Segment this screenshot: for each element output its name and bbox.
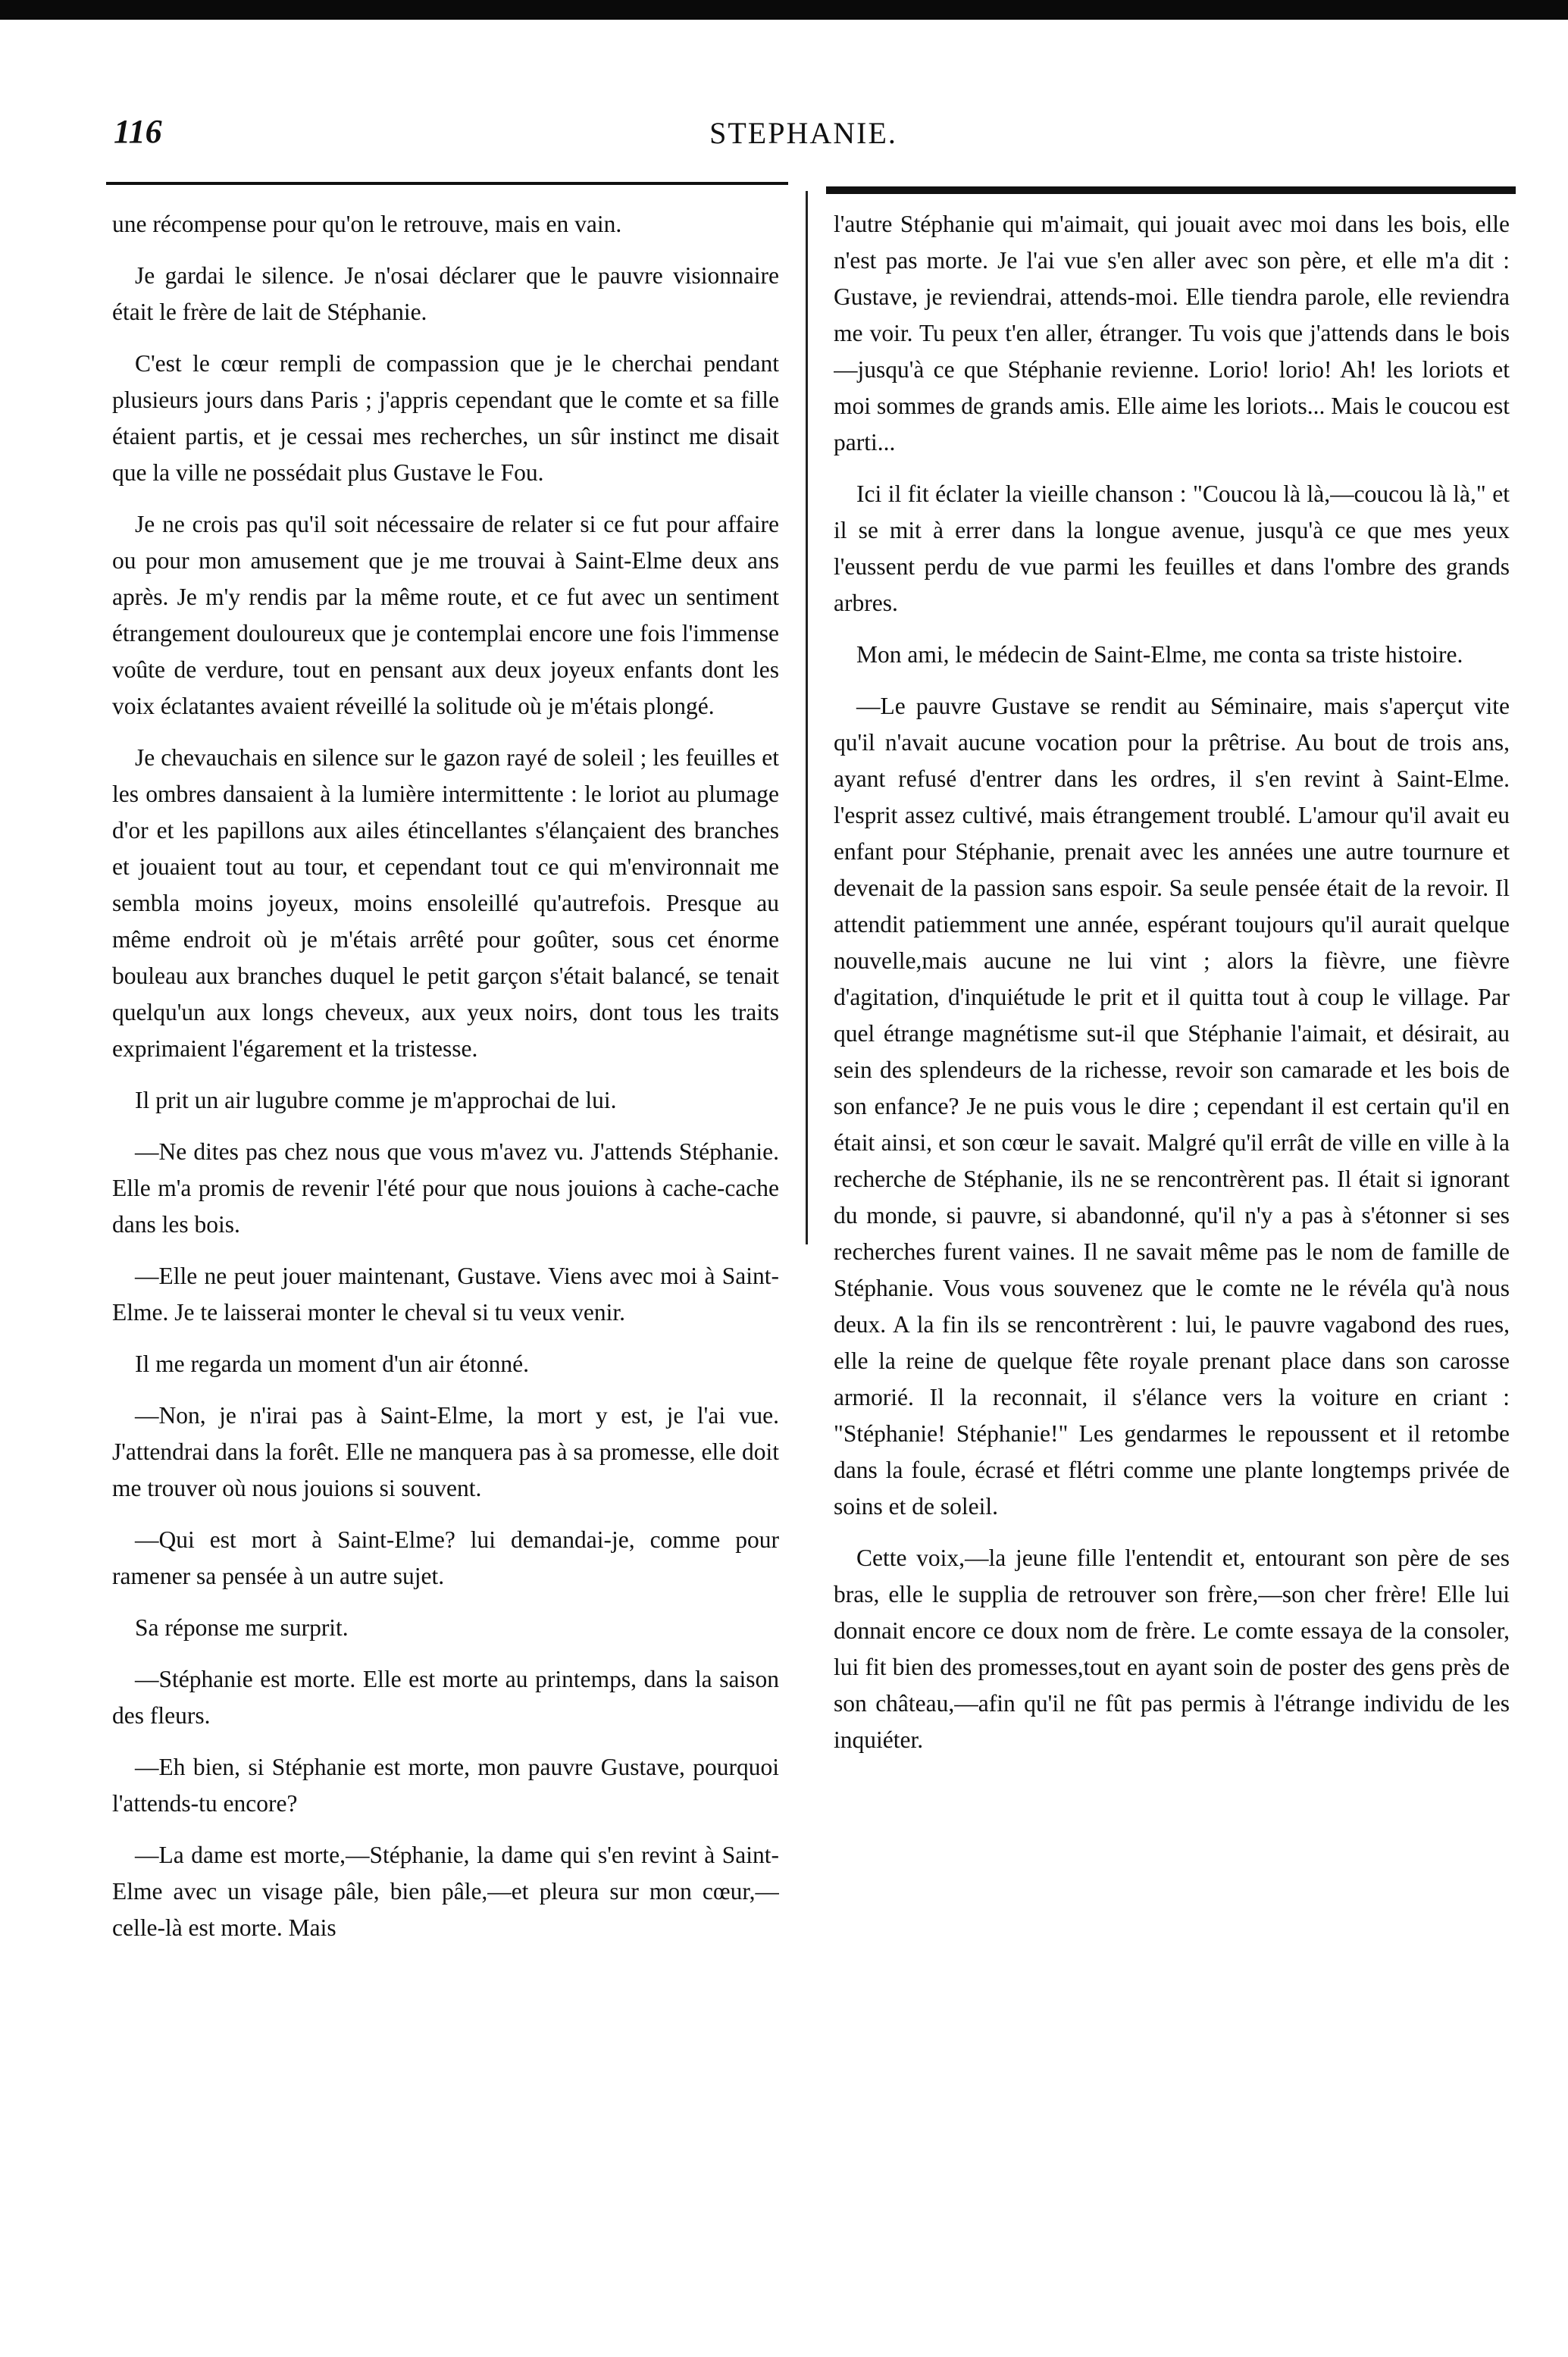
paragraph: —Ne dites pas chez nous que vous m'avez vu. J'attends Stéphanie. Elle m'a promis de revenir l'été pour que nous jouions à cache-cache dans les bois.: [112, 1138, 779, 1238]
paragraph: —Non, je n'irai pas à Saint-Elme, la mort y est, je l'ai vue. J'attendrai dans la forêt. Elle ne manquera pas à sa promesse, elle doit me trouver où nous jouions si souvent.: [112, 1402, 779, 1501]
paragraph: —Le pauvre Gustave se rendit au Séminaire, mais s'aperçut vite qu'il n'avait aucune vocation pour la prêtrise. Au bout de trois ans, ayant refusé d'entrer dans les ordres, il s'en revint à Saint-Elme. l'esprit assez cultivé, mais étrangement troublé. L'amour qu'il avait eu enfant pour Stéphanie, prenait avec les années une autre tournure et devenait de la passion sans espoir. Sa seule pensée était de la revoir. Il attendit patiemment une année, espérant toujours qu'il aurait quelque nouvelle,mais aucune ne lui vint ; alors la fièvre, une fièvre d'agitation, d'inquiétude le prit et il quitta tout à coup le village. Par quel étrange magnétisme sut-il que Stéphanie l'aimait, et désirait, au sein des splendeurs de la richesse, revoir son camarade et les bois de son enfance? Je ne puis vous le dire ; cependant il est certain qu'il en était ainsi, et son cœur le savait. Malgré qu'il errât de ville en ville à la recherche de Stéphanie, ils ne se rencontrèrent pas. Il était si ignorant du monde, si pauvre, si abandonné, qu'il n'y a pas à s'étonner si ses recherches furent vaines. Il ne savait même pas le nom de famille de Stéphanie. Vous vous souvenez que le comte ne le révéla qu'à nous deux. A la fin ils se rencontrèrent : lui, le pauvre vagabond des rues, elle la reine de quelque fête royale prenant place dans son carosse armorié. Il la reconnait, il s'élance vers la voiture en criant : "Stéphanie! Stéphanie!" Les gendarmes le repoussent et il retombe dans la foule, écrasé et flétri comme une plante longtemps privée de soins et de soleil.: [834, 693, 1510, 1520]
header-rule-right: [826, 186, 1516, 194]
column-divider: [806, 191, 808, 1244]
left-column: [112, 206, 779, 2177]
paragraph: Il me regarda un moment d'un air étonné.: [135, 1351, 529, 1377]
right-column: [834, 206, 1510, 2177]
paragraph: Je ne crois pas qu'il soit nécessaire de relater si ce fut pour affaire ou pour mon amusement que je me trouvai à Saint-Elme deux ans après. Je m'y rendis par la même route, et ce fut avec un sentiment étrangement douloureux que je contemplai encore une fois l'immense voûte de verdure, tout en pensant aux deux joyeux enfants dont les voix éclatantes avaient réveillé la solitude où je m'étais plongé.: [112, 511, 779, 719]
paragraph: une récompense pour qu'on le retrouve, mais en vain.: [112, 211, 622, 237]
paragraph: Il prit un air lugubre comme je m'approchai de lui.: [135, 1087, 617, 1113]
paragraph: —La dame est morte,—Stéphanie, la dame qui s'en revint à Saint-Elme avec un visage pâle, bien pâle,—et pleura sur mon cœur,—celle-là est morte. Mais: [112, 1842, 779, 1941]
paragraph: Je chevauchais en silence sur le gazon rayé de soleil ; les feuilles et les ombres dansaient à la lumière intermittente : le loriot au plumage d'or et les papillons aux ailes étincellantes s'élançaient des branches et jouaient tout au tour, et cependant tout ce qui m'environnait me sembla moins joyeux, moins ensoleillé qu'autrefois. Presque au même endroit où je m'étais arrêté pour goûter, sous cet énorme bouleau aux branches duquel le petit garçon s'était balancé, se tenait quelqu'un aux longs cheveux, aux yeux noirs, dont tous les traits exprimaient l'égarement et la tristesse.: [112, 744, 779, 1062]
paragraph: Sa réponse me surprit.: [135, 1614, 349, 1641]
paragraph: —Elle ne peut jouer maintenant, Gustave. Viens avec moi à Saint-Elme. Je te laisserai monter le cheval si tu veux venir.: [112, 1263, 779, 1326]
paragraph: C'est le cœur rempli de compassion que je le cherchai pendant plusieurs jours dans Paris ; j'appris cependant que le comte et sa fille étaient partis, et je cessai mes recherches, un sûr instinct me disait que la ville ne possédait plus Gustave le Fou.: [112, 350, 779, 486]
paragraph: l'autre Stéphanie qui m'aimait, qui jouait avec moi dans les bois, elle n'est pas morte. Je l'ai vue s'en aller avec son père, et elle m'a dit : Gustave, je reviendrai, attends-moi. Elle tiendra parole, elle reviendra me voir. Tu peux t'en aller, étranger. Tu vois que j'attends dans le bois—jusqu'à ce que Stéphanie revienne. Lorio! lorio! Ah! les loriots et moi sommes de grands amis. Elle aime les loriots... Mais le coucou est parti...: [834, 211, 1510, 455]
paragraph: —Stéphanie est morte. Elle est morte au printemps, dans la saison des fleurs.: [112, 1666, 779, 1729]
paragraph: Je gardai le silence. Je n'osai déclarer que le pauvre visionnaire était le frère de lait de Stéphanie.: [112, 262, 779, 325]
page-header: [91, 112, 1516, 165]
paragraph: —Qui est mort à Saint-Elme? lui demandai-je, comme pour ramener sa pensée à un autre sujet.: [112, 1526, 779, 1589]
paragraph: Mon ami, le médecin de Saint-Elme, me conta sa triste histoire.: [856, 641, 1463, 668]
scan-top-band: [0, 0, 1568, 20]
paragraph: —Eh bien, si Stéphanie est morte, mon pauvre Gustave, pourquoi l'attends-tu encore?: [112, 1754, 779, 1817]
paragraph: Ici il fit éclater la vieille chanson : "Coucou là là,—coucou là là," et il se mit à errer dans la longue avenue, jusqu'à ce que mes yeux l'eussent perdu de vue parmi les feuilles et dans l'ombre des grands arbres.: [834, 480, 1510, 616]
page-number: 116: [114, 113, 162, 150]
header-rule-left: [106, 182, 788, 185]
running-title: STEPHANIE.: [709, 116, 897, 150]
paragraph: Cette voix,—la jeune fille l'entendit et, entourant son père de ses bras, elle le supplia de retrouver son frère,—son cher frère! Elle lui donnait encore ce doux nom de frère. Le comte essaya de la consoler, lui fit bien des promesses,tout en ayant soin de poster des gens près de son château,—afin qu'il ne fût pas permis à l'étrange individu de les inquiéter.: [834, 1545, 1510, 1753]
